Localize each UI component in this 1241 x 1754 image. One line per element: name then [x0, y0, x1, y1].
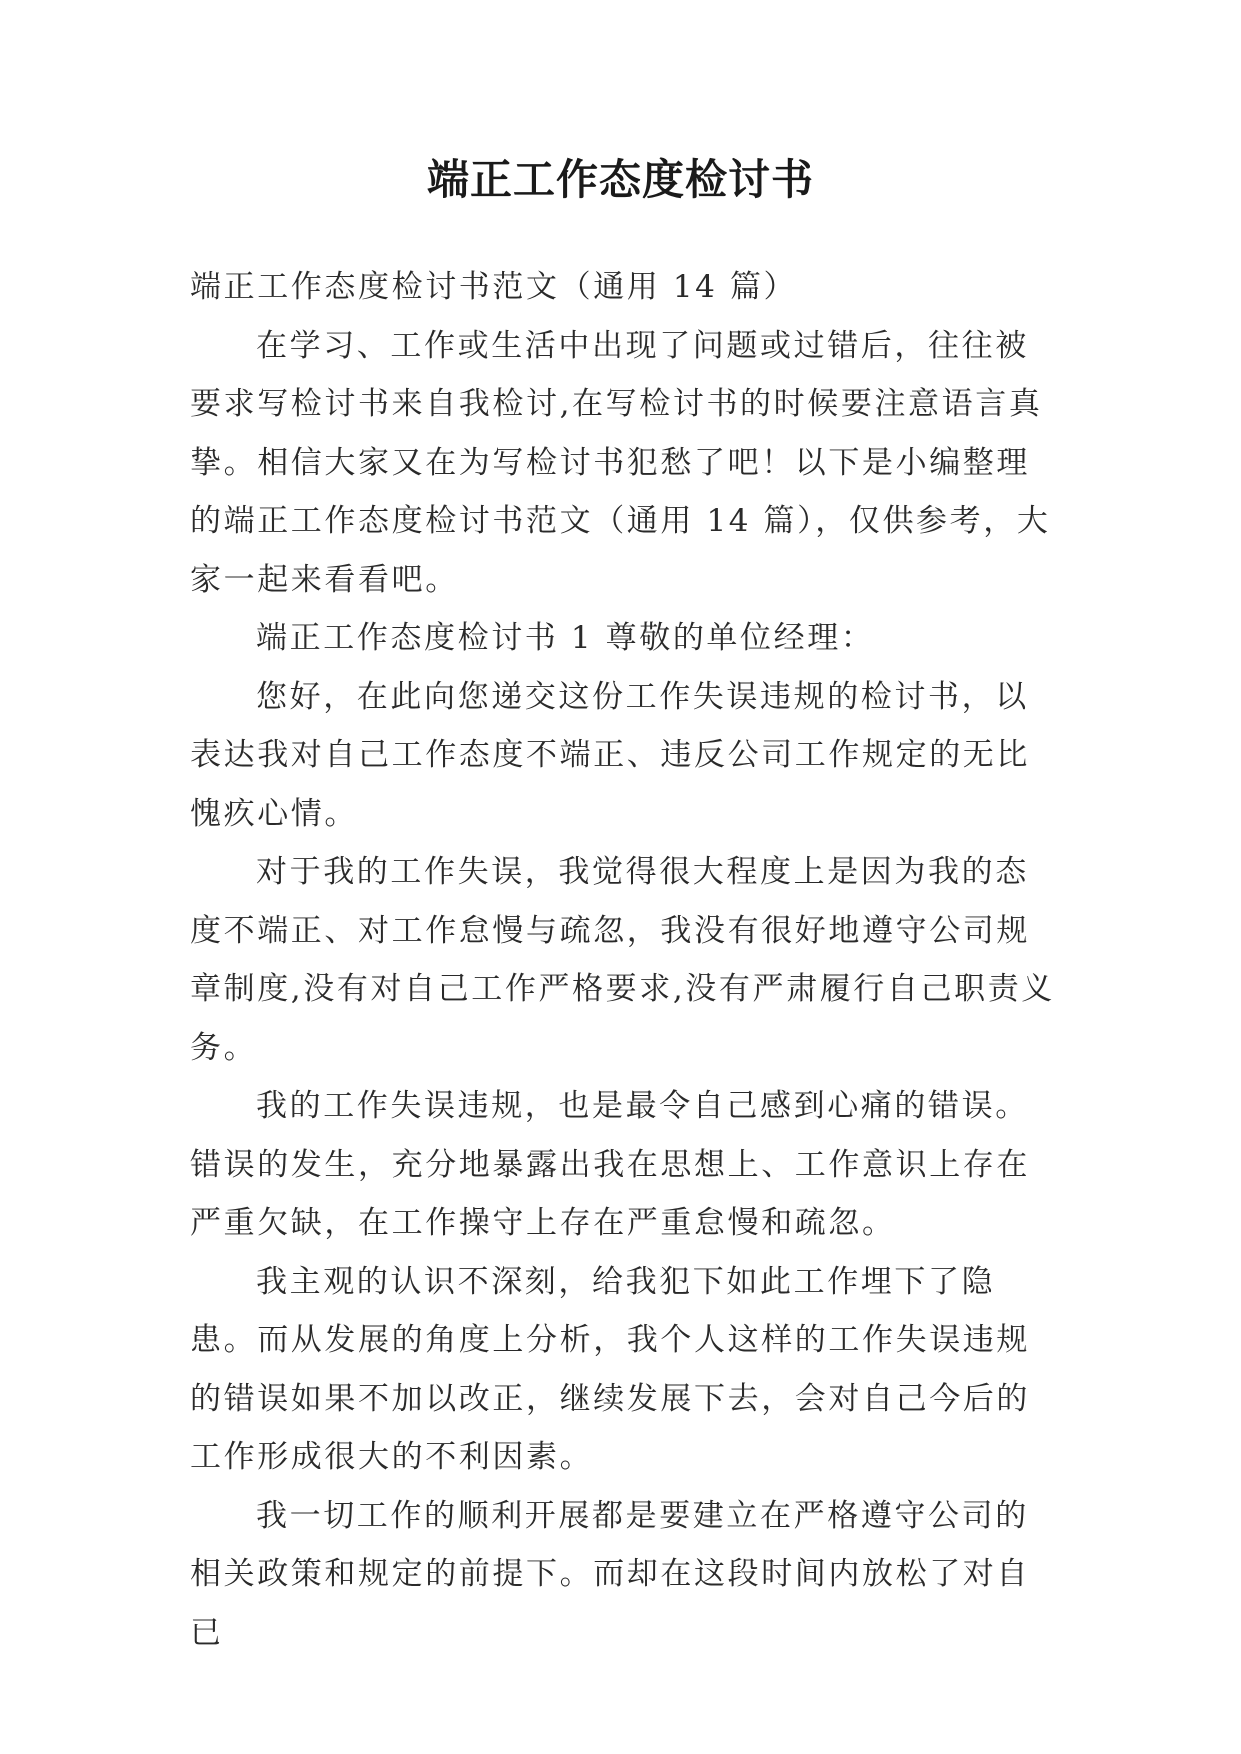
- subtitle-paragraph: 端正工作态度检讨书范文（通用 14 篇）: [190, 269, 798, 305]
- body-paragraph: 我的工作失误违规，也是最令自己感到心痛的错误。错误的发生，充分地暴露出我在思想上、工作意识上存在严重欠缺，在工作操守上存在严重怠慢和疏忽。: [190, 1088, 1030, 1241]
- body-paragraph: 您好，在此向您递交这份工作失误违规的检讨书，以表达我对自己工作态度不端正、违反公司工作规定的无比愧疚心情。: [190, 678, 1030, 832]
- body-paragraph: 我主观的认识不深刻，给我犯下如此工作埋下了隐患。而从发展的角度上分析，我个人这样的工作失误违规的错误如果不加以改正，继续发展下去，会对自己今后的工作形成很大的不利因素。: [190, 1263, 1030, 1475]
- body-paragraph: 对于我的工作失误，我觉得很大程度上是因为我的态度不端正、对工作怠慢与疏忽，我没有很好地遵守公司规章制度,没有对自己工作严格要求,没有严肃履行自己职责义务。: [190, 854, 1055, 1066]
- body-paragraph: 我一切工作的顺利开展都是要建立在严格遵守公司的相关政策和规定的前提下。而却在这段时间内放松了对自已: [190, 1497, 1030, 1651]
- document-title: 端正工作态度检讨书: [426, 155, 814, 204]
- section-heading-paragraph: 端正工作态度检讨书 1 尊敬的单位经理：: [256, 620, 875, 656]
- document-body: [190, 258, 1055, 1662]
- intro-paragraph: 在学习、工作或生活中出现了问题或过错后，往往被要求写检讨书来自我检讨,在写检讨书的时候要注意语言真挚。相信大家又在为写检讨书犯愁了吧！以下是小编整理的端正工作态度检讨书范文（通用 14 篇），仅供参考，大家一起来看看吧。: [190, 327, 1051, 598]
